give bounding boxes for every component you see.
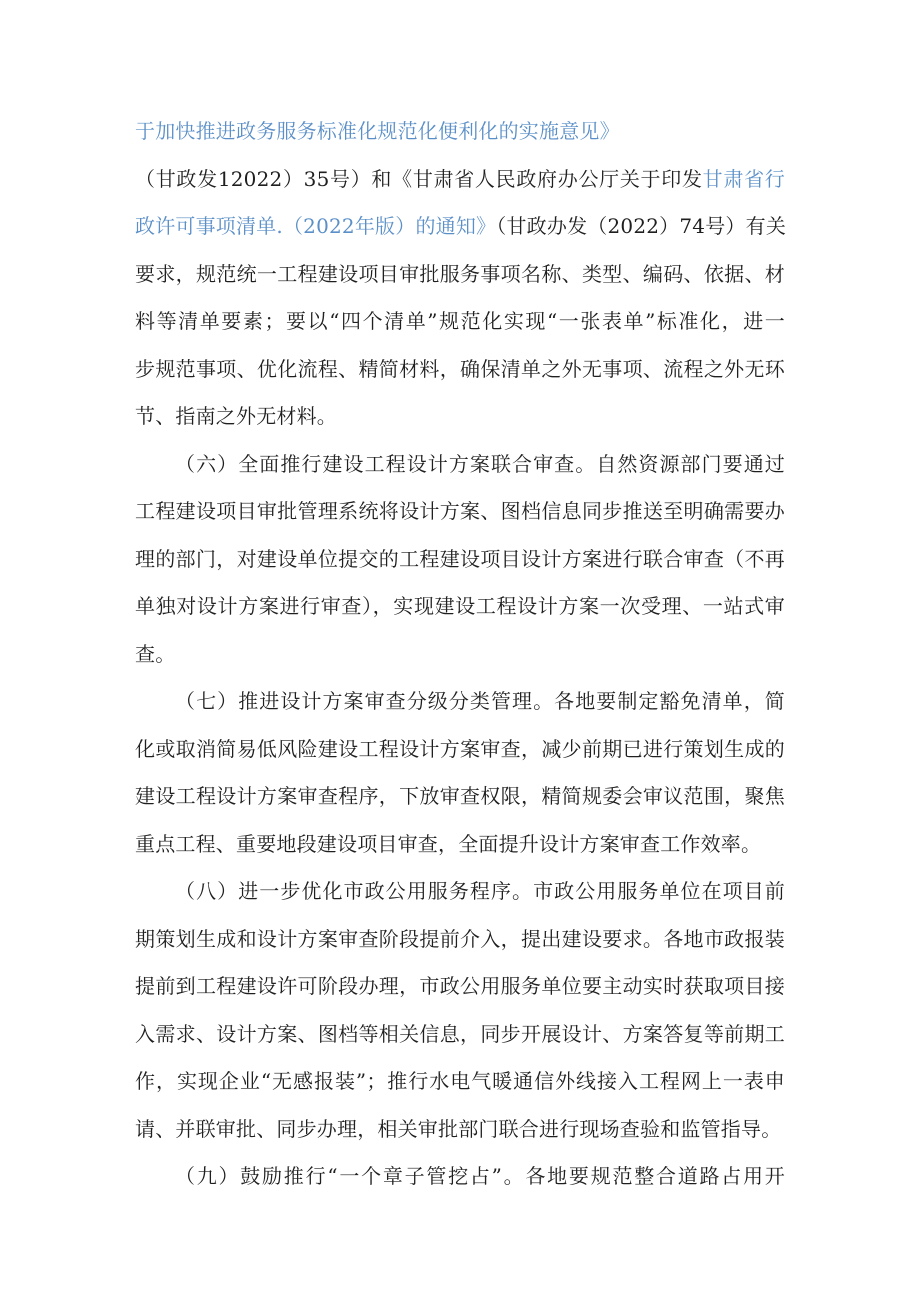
- paragraph-7-line-2: 化或取消简易低风险建设工程设计方案审查，减少前期已进行策划生成的: [135, 736, 785, 761]
- paragraph-8-line-1: （八）进一步优化市政公用服务程序。市政公用服务单位在项目前: [175, 879, 785, 903]
- text-line-5: 料等清单要素；要以“四个清单”规范化实现“一张表单”标准化，进一: [135, 309, 785, 333]
- text-line-6: 步规范事项、优化流程、精简材料，确保清单之外无事项、流程之外无环: [135, 356, 785, 381]
- paragraph-7-line-1: （七）推进设计方案审查分级分类管理。各地要制定豁免清单，简: [175, 689, 785, 713]
- text-line-1: [135, 108, 785, 156]
- paragraph-7-line-3: 建设工程设计方案审查程序，下放审查权限，精简规委会审议范围，聚焦: [135, 784, 785, 808]
- text-line-2: [135, 156, 785, 204]
- paragraph-6-line-3: 理的部门，对建设单位提交的工程建设项目设计方案进行联合审查（不再: [135, 546, 785, 571]
- paragraph-8-line-2: 期策划生成和设计方案审查阶段提前介入，提出建设要求。各地市政报装: [135, 926, 785, 951]
- text-line-4: 要求，规范统一工程建设项目审批服务事项名称、类型、编码、依据、材: [135, 261, 785, 286]
- link-text-policy-title[interactable]: 于加快推进政务服务标准化规范化便利化的实施意见》: [135, 119, 620, 143]
- paragraph-8-line-6: 请、并联审批、同步办理，相关审批部门联合进行现场查验和监管指导。: [135, 1116, 782, 1141]
- paragraph-6-line-2: 工程建设项目审批管理系统将设计方案、图档信息同步推送至明确需要办: [135, 499, 785, 523]
- text-line-3: [135, 203, 785, 251]
- text-segment: （甘政办发（2022）74号）有关: [496, 214, 787, 238]
- paragraph-6-line-1: （六）全面推行建设工程设计方案联合审查。自然资源部门要通过: [175, 451, 785, 476]
- text-segment: （甘政发12022）35号）和《甘肃省人民政府办公厅关于印发: [135, 166, 703, 191]
- paragraph-6-line-5: 查。: [135, 641, 176, 666]
- text-line-7: 节、指南之外无材料。: [135, 404, 337, 428]
- link-text-license-list[interactable]: 甘肃省行: [702, 166, 785, 191]
- document-page: [135, 108, 785, 1201]
- paragraph-8-line-4: 入需求、设计方案、图档等相关信息，同步开展设计、方案答复等前期工: [135, 1021, 785, 1046]
- paragraph-7-line-4: 重点工程、重要地段建设项目审查，全面提升设计方案审查工作效率。: [135, 831, 762, 856]
- paragraph-8-line-3: 提前到工程建设许可阶段办理，市政公用服务单位要主动实时获取项目接: [135, 974, 785, 998]
- paragraph-8-line-5: 作，实现企业“无感报装”；推行水电气暖通信外线接入工程网上一表申: [135, 1069, 785, 1093]
- paragraph-6-line-4: 单独对设计方案进行审查），实现建设工程设计方案一次受理、一站式审: [135, 594, 785, 618]
- paragraph-9-line-1: （九）鼓励推行“一个章子管挖占”。各地要规范整合道路占用开: [175, 1164, 785, 1188]
- link-text-license-list-cont[interactable]: 政许可事项清单.（2022年版）的通知》: [135, 214, 497, 238]
